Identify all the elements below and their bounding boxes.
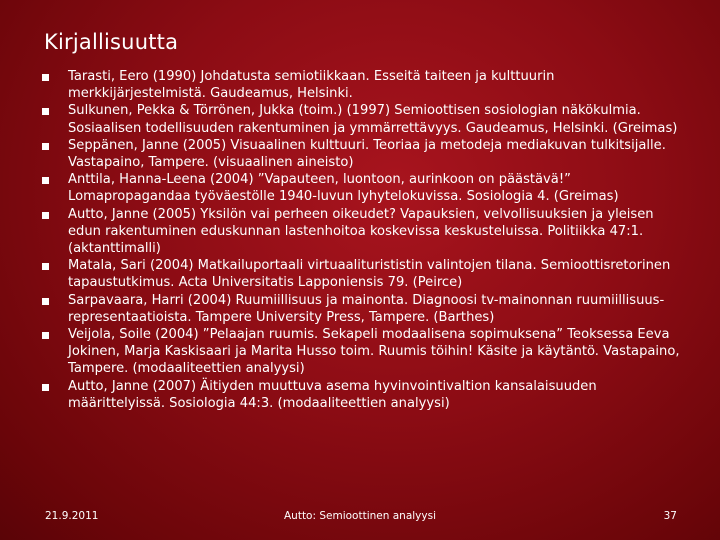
square-bullet-icon bbox=[42, 332, 49, 339]
square-bullet-icon bbox=[42, 263, 49, 270]
footer-title: Autto: Semioottinen analyysi bbox=[283, 510, 436, 522]
reference-text: Autto, Janne (2007) Äitiyden muuttuva asema hyvinvointivaltion kansalaisuuden määrittelyissä. Sosiologia 44:3. (modaaliteettien analyysi) bbox=[68, 378, 597, 411]
square-bullet-icon bbox=[42, 143, 49, 150]
reference-item bbox=[42, 292, 682, 326]
square-bullet-icon bbox=[42, 384, 49, 391]
reference-item bbox=[42, 171, 682, 205]
square-bullet-icon bbox=[42, 74, 49, 81]
reference-item bbox=[42, 378, 682, 412]
square-bullet-icon bbox=[42, 298, 49, 305]
square-bullet-icon bbox=[42, 108, 49, 115]
reference-text: Seppänen, Janne (2005) Visuaalinen kulttuuri. Teoriaa ja metodeja mediakuvan tulkitsijalle. Vastapaino, Tampere. (visuaalinen aineisto) bbox=[68, 137, 666, 171]
reference-item bbox=[42, 68, 682, 102]
reference-text: Sarpavaara, Harri (2004) Ruumiillisuus ja mainonta. Diagnoosi tv-mainonnan ruumiillisuus-representaatioista. Tampere University Press, Tampere. (Barthes) bbox=[68, 292, 665, 325]
reference-text: Anttila, Hanna-Leena (2004) ”Vapauteen, luontoon, aurinkoon on päästävä!” Lomapropagandaa työväestölle 1940-luvun lyhytelokuvissa. Sosiologia 4. (Greimas) bbox=[68, 172, 619, 205]
square-bullet-icon bbox=[42, 177, 49, 184]
square-bullet-icon bbox=[42, 212, 49, 219]
reference-text: Matala, Sari (2004) Matkailuportaali virtuaaliturististin valintojen tilana. Semioottisretorinen tapaustutkimus. Acta Universitatis Lapponiensis 79. (Peirce) bbox=[68, 258, 671, 291]
reference-item bbox=[42, 326, 682, 378]
footer-date: 21.9.2011 bbox=[45, 510, 99, 522]
slide-title: Kirjallisuutta bbox=[44, 30, 179, 54]
reference-item bbox=[42, 137, 682, 171]
reference-list bbox=[42, 68, 682, 412]
reference-item bbox=[42, 102, 682, 136]
reference-text: Tarasti, Eero (1990) Johdatusta semiotiikkaan. Esseitä taiteen ja kulttuurin merkkijärjestelmistä. Gaudeamus, Helsinki. bbox=[68, 69, 555, 102]
reference-item bbox=[42, 206, 682, 258]
page-number: 37 bbox=[663, 510, 677, 522]
reference-text: Veijola, Soile (2004) ”Pelaajan ruumis. Sekapeli modaalisena sopimuksena” Teoksessa Eeva Jokinen, Marja Kaskisaari ja Marita Husso toim. Ruumis töihin! Käsite ja käytäntö. Vastapaino, Tampere. (modaaliteettien analyysi) bbox=[68, 327, 680, 377]
reference-text: Sulkunen, Pekka & Törrönen, Jukka (toim.) (1997) Semioottisen sosiologian näkökulmia. Sosiaalisen todellisuuden rakentuminen ja ymmärrettävyys. Gaudeamus, Helsinki. (Greimas) bbox=[68, 103, 678, 136]
reference-text: Autto, Janne (2005) Yksilön vai perheen oikeudet? Vapauksien, velvollisuuksien ja yleisen edun rakentuminen eduskunnan lastenhoitoa koskevissa keskusteluissa. Politiikka 47:1. (aktanttimalli) bbox=[68, 206, 654, 257]
reference-item bbox=[42, 257, 682, 291]
